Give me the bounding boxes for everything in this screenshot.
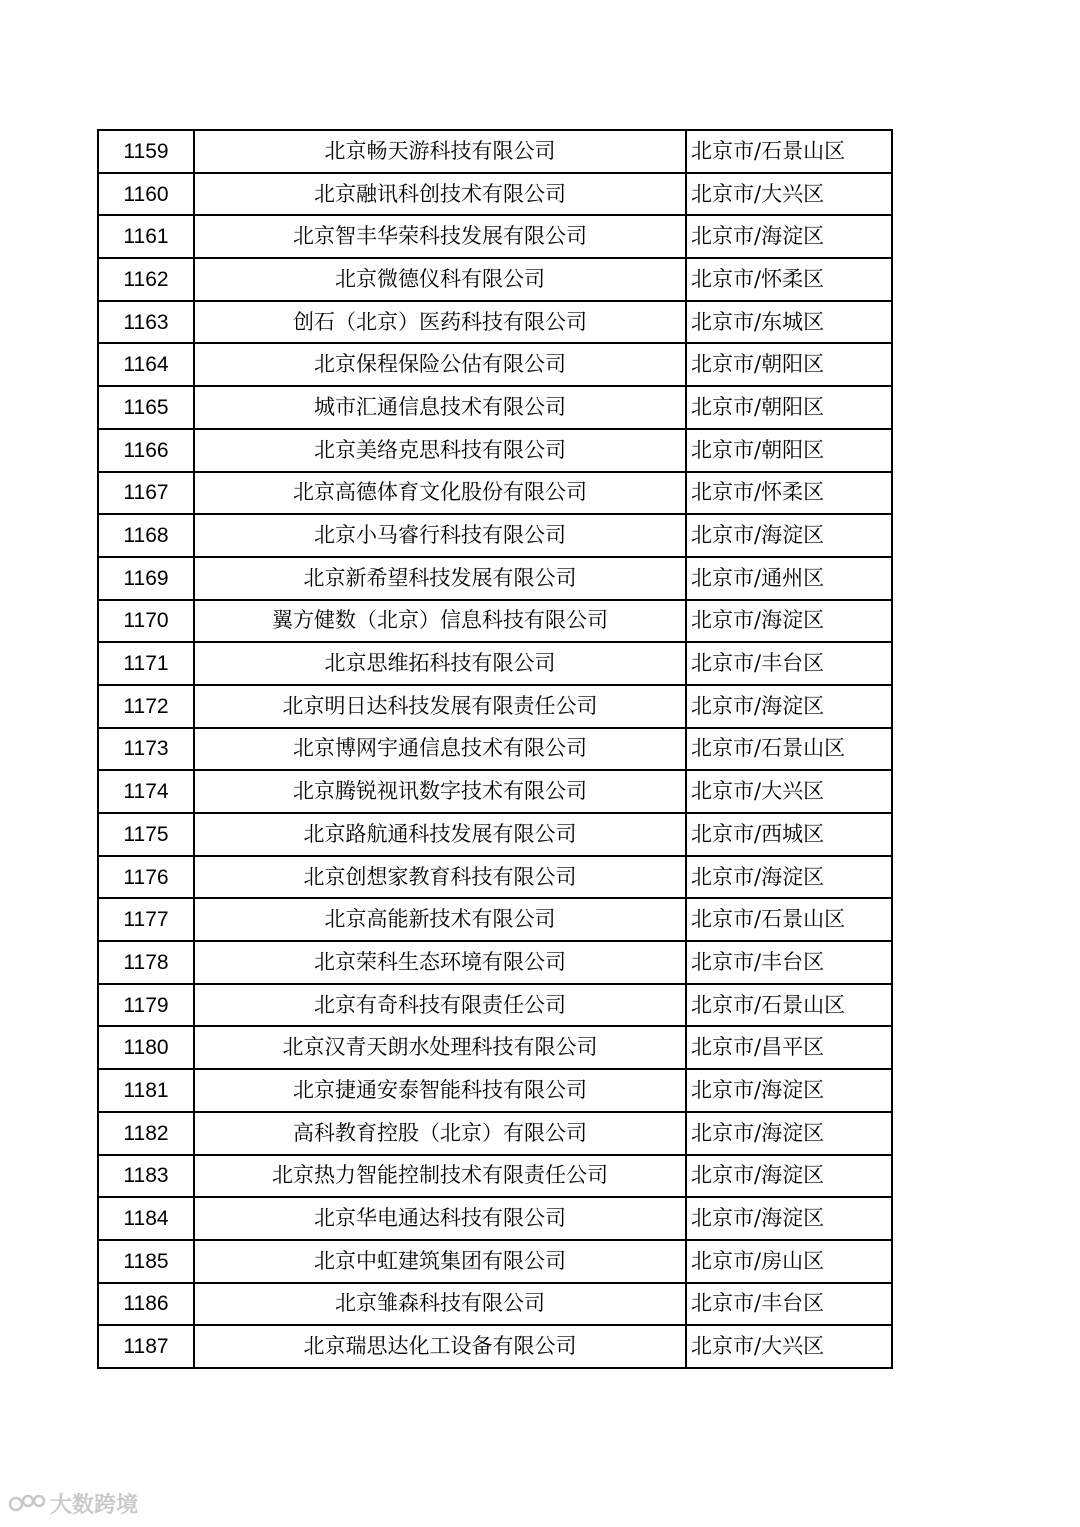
row-number: 1178 bbox=[98, 941, 194, 984]
company-name: 北京博网宇通信息技术有限公司 bbox=[194, 728, 686, 771]
company-name: 北京美络克思科技有限公司 bbox=[194, 429, 686, 472]
company-region: 北京市/石景山区 bbox=[686, 898, 892, 941]
company-name: 城市汇通信息技术有限公司 bbox=[194, 386, 686, 429]
company-region: 北京市/海淀区 bbox=[686, 685, 892, 728]
row-number: 1161 bbox=[98, 215, 194, 258]
company-region: 北京市/海淀区 bbox=[686, 1197, 892, 1240]
table-row bbox=[98, 941, 892, 984]
table-row bbox=[98, 1112, 892, 1155]
table-row bbox=[98, 514, 892, 557]
table-body bbox=[98, 130, 892, 1368]
row-number: 1177 bbox=[98, 898, 194, 941]
row-number: 1175 bbox=[98, 813, 194, 856]
company-region: 北京市/海淀区 bbox=[686, 1155, 892, 1198]
table-row bbox=[98, 429, 892, 472]
table-row bbox=[98, 215, 892, 258]
company-name: 高科教育控股（北京）有限公司 bbox=[194, 1112, 686, 1155]
company-region: 北京市/海淀区 bbox=[686, 600, 892, 643]
company-name: 北京微德仪科有限公司 bbox=[194, 258, 686, 301]
row-number: 1166 bbox=[98, 429, 194, 472]
company-name: 北京腾锐视讯数字技术有限公司 bbox=[194, 770, 686, 813]
company-name: 北京瑞思达化工设备有限公司 bbox=[194, 1325, 686, 1368]
table-row bbox=[98, 1325, 892, 1368]
company-region: 北京市/海淀区 bbox=[686, 215, 892, 258]
table-row bbox=[98, 386, 892, 429]
company-name: 北京雏森科技有限公司 bbox=[194, 1283, 686, 1326]
company-region: 北京市/东城区 bbox=[686, 301, 892, 344]
company-name: 翼方健数（北京）信息科技有限公司 bbox=[194, 600, 686, 643]
table-row bbox=[98, 728, 892, 771]
company-region: 北京市/石景山区 bbox=[686, 728, 892, 771]
company-name: 北京新希望科技发展有限公司 bbox=[194, 557, 686, 600]
table-row bbox=[98, 472, 892, 515]
company-name: 北京小马睿行科技有限公司 bbox=[194, 514, 686, 557]
row-number: 1172 bbox=[98, 685, 194, 728]
row-number: 1167 bbox=[98, 472, 194, 515]
company-region: 北京市/朝阳区 bbox=[686, 429, 892, 472]
table-row bbox=[98, 685, 892, 728]
row-number: 1174 bbox=[98, 770, 194, 813]
company-region: 北京市/朝阳区 bbox=[686, 343, 892, 386]
company-name: 北京思维拓科技有限公司 bbox=[194, 642, 686, 685]
table-row bbox=[98, 557, 892, 600]
company-region: 北京市/朝阳区 bbox=[686, 386, 892, 429]
row-number: 1186 bbox=[98, 1283, 194, 1326]
company-name: 北京高能新技术有限公司 bbox=[194, 898, 686, 941]
company-region: 北京市/大兴区 bbox=[686, 770, 892, 813]
company-region: 北京市/石景山区 bbox=[686, 984, 892, 1027]
logo-icon bbox=[8, 1492, 46, 1516]
table-row bbox=[98, 898, 892, 941]
company-name: 北京创想家教育科技有限公司 bbox=[194, 856, 686, 899]
watermark-text: 大数跨境 bbox=[50, 1493, 139, 1518]
table-row bbox=[98, 258, 892, 301]
company-table bbox=[97, 129, 893, 1369]
table-row bbox=[98, 1069, 892, 1112]
company-region: 北京市/房山区 bbox=[686, 1240, 892, 1283]
row-number: 1168 bbox=[98, 514, 194, 557]
row-number: 1173 bbox=[98, 728, 194, 771]
row-number: 1183 bbox=[98, 1155, 194, 1198]
company-name: 北京路航通科技发展有限公司 bbox=[194, 813, 686, 856]
company-region: 北京市/大兴区 bbox=[686, 1325, 892, 1368]
table-row bbox=[98, 130, 892, 173]
company-region: 北京市/大兴区 bbox=[686, 173, 892, 216]
table-row bbox=[98, 173, 892, 216]
company-region: 北京市/西城区 bbox=[686, 813, 892, 856]
company-region: 北京市/昌平区 bbox=[686, 1026, 892, 1069]
company-name: 北京智丰华荣科技发展有限公司 bbox=[194, 215, 686, 258]
table-row bbox=[98, 1026, 892, 1069]
table-row bbox=[98, 984, 892, 1027]
table-row bbox=[98, 1283, 892, 1326]
table-row bbox=[98, 600, 892, 643]
table-row bbox=[98, 770, 892, 813]
row-number: 1160 bbox=[98, 173, 194, 216]
company-region: 北京市/海淀区 bbox=[686, 856, 892, 899]
company-region: 北京市/海淀区 bbox=[686, 1112, 892, 1155]
company-region: 北京市/怀柔区 bbox=[686, 258, 892, 301]
company-region: 北京市/石景山区 bbox=[686, 130, 892, 173]
company-name: 北京荣科生态环境有限公司 bbox=[194, 941, 686, 984]
company-region: 北京市/海淀区 bbox=[686, 514, 892, 557]
company-name: 北京融讯科创技术有限公司 bbox=[194, 173, 686, 216]
company-name: 北京保程保险公估有限公司 bbox=[194, 343, 686, 386]
company-name: 创石（北京）医药科技有限公司 bbox=[194, 301, 686, 344]
company-name: 北京热力智能控制技术有限责任公司 bbox=[194, 1155, 686, 1198]
row-number: 1169 bbox=[98, 557, 194, 600]
row-number: 1185 bbox=[98, 1240, 194, 1283]
company-name: 北京华电通达科技有限公司 bbox=[194, 1197, 686, 1240]
row-number: 1165 bbox=[98, 386, 194, 429]
company-name: 北京汉青天朗水处理科技有限公司 bbox=[194, 1026, 686, 1069]
row-number: 1182 bbox=[98, 1112, 194, 1155]
row-number: 1163 bbox=[98, 301, 194, 344]
row-number: 1162 bbox=[98, 258, 194, 301]
company-name: 北京捷通安泰智能科技有限公司 bbox=[194, 1069, 686, 1112]
row-number: 1176 bbox=[98, 856, 194, 899]
watermark bbox=[8, 1488, 138, 1519]
row-number: 1164 bbox=[98, 343, 194, 386]
table-row bbox=[98, 813, 892, 856]
table-row bbox=[98, 301, 892, 344]
company-name: 北京中虹建筑集团有限公司 bbox=[194, 1240, 686, 1283]
row-number: 1187 bbox=[98, 1325, 194, 1368]
company-name: 北京畅天游科技有限公司 bbox=[194, 130, 686, 173]
company-region: 北京市/怀柔区 bbox=[686, 472, 892, 515]
company-region: 北京市/丰台区 bbox=[686, 642, 892, 685]
table-row bbox=[98, 1240, 892, 1283]
table-row bbox=[98, 642, 892, 685]
company-name: 北京明日达科技发展有限责任公司 bbox=[194, 685, 686, 728]
company-region: 北京市/通州区 bbox=[686, 557, 892, 600]
row-number: 1159 bbox=[98, 130, 194, 173]
company-name: 北京有奇科技有限责任公司 bbox=[194, 984, 686, 1027]
row-number: 1184 bbox=[98, 1197, 194, 1240]
company-region: 北京市/丰台区 bbox=[686, 941, 892, 984]
table-row bbox=[98, 1155, 892, 1198]
table-row bbox=[98, 1197, 892, 1240]
table-row bbox=[98, 343, 892, 386]
row-number: 1179 bbox=[98, 984, 194, 1027]
company-region: 北京市/海淀区 bbox=[686, 1069, 892, 1112]
row-number: 1170 bbox=[98, 600, 194, 643]
row-number: 1181 bbox=[98, 1069, 194, 1112]
row-number: 1180 bbox=[98, 1026, 194, 1069]
table-row bbox=[98, 856, 892, 899]
company-region: 北京市/丰台区 bbox=[686, 1283, 892, 1326]
company-name: 北京高德体育文化股份有限公司 bbox=[194, 472, 686, 515]
row-number: 1171 bbox=[98, 642, 194, 685]
